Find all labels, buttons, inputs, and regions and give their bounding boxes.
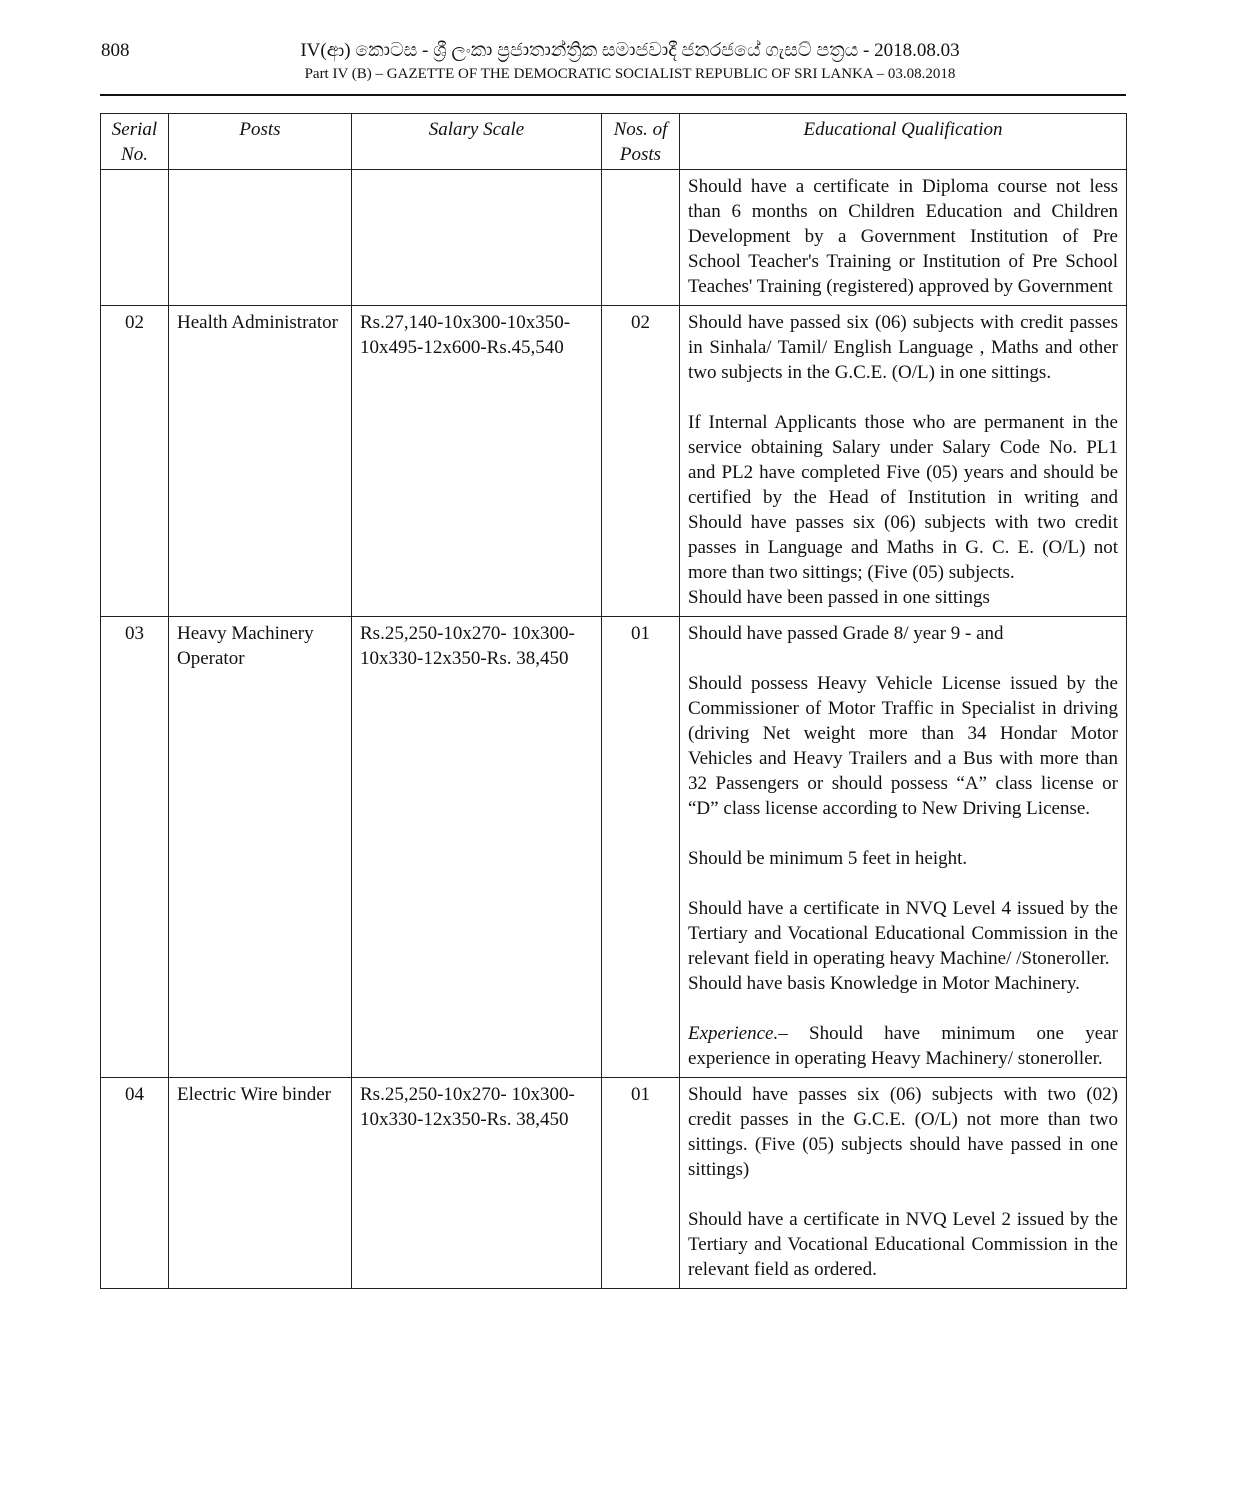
serial-cell: 02 — [101, 306, 169, 617]
qualification-paragraph: Should have a certificate in Diploma course not less than 6 months on Children Education and Children Development by a Government Institution of Pre School Teacher's Training or Institution of Pre School Teaches' Training (registered) approved by Government — [688, 176, 1118, 297]
header-nos-of-posts: Nos. of Posts — [602, 114, 680, 170]
header-posts: Posts — [169, 114, 352, 170]
qualification-cell — [680, 170, 1127, 306]
header-educational-qualification: Educational Qualification — [680, 114, 1127, 170]
salary-cell: Rs.25,250-10x270- 10x300-10x330-12x350-Rs. 38,450 — [352, 1078, 602, 1289]
qualification-paragraph: Should have a certificate in NVQ Level 4 issued by the Tertiary and Vocational Educational Commission in the relevant field in operating heavy Machine/ /Stoneroller. — [688, 898, 1118, 969]
header-divider — [100, 94, 1126, 96]
salary-cell — [352, 170, 602, 306]
page-number: 808 — [101, 40, 130, 61]
serial-cell: 04 — [101, 1078, 169, 1289]
qualification-cell — [680, 306, 1127, 617]
qualification-cell — [680, 617, 1127, 1078]
qualification-paragraph: Should be minimum 5 feet in height. — [688, 848, 968, 869]
header-serial-no: Serial No. — [101, 114, 169, 170]
qualification-paragraph: Should have passed six (06) subjects with credit passes in Sinhala/ Tamil/ English Language , Maths and other two subjects in the G.C.E. (O/L) in one sittings. — [688, 312, 1118, 383]
post-cell — [169, 170, 352, 306]
table-row — [101, 617, 1127, 1078]
qualification-cell — [680, 1078, 1127, 1289]
count-cell: 02 — [602, 306, 680, 617]
qualification-paragraph: Should have a certificate in NVQ Level 2 issued by the Tertiary and Vocational Educational Commission in the relevant field as ordered. — [688, 1209, 1118, 1280]
count-cell: 01 — [602, 617, 680, 1078]
serial-cell — [101, 170, 169, 306]
table-row — [101, 170, 1127, 306]
header-salary-scale: Salary Scale — [352, 114, 602, 170]
gazette-header-english: Part IV (B) – GAZETTE OF THE DEMOCRATIC SOCIALIST REPUBLIC OF SRI LANKA – 03.08.2018 — [304, 66, 956, 82]
experience-text: – Should have minimum one year experience in operating Heavy Machinery/ stoneroller. — [688, 1023, 1118, 1069]
qualification-paragraph: Should have been passed in one sittings — [688, 587, 990, 608]
qualification-paragraph: Should have basis Knowledge in Motor Machinery. — [688, 973, 1080, 994]
table-row — [101, 1078, 1127, 1289]
qualification-paragraph: If Internal Applicants those who are permanent in the service obtaining Salary under Salary Code No. PL1 and PL2 have completed Five (05) years and should be certified by the Head of Institution in writing and Should have passes six (06) subjects with two credit passes in Language and Maths in G. C. E. (O/L) not more than two sittings; (Five (05) subjects. — [688, 412, 1118, 583]
serial-cell: 03 — [101, 617, 169, 1078]
experience-label: Experience. — [688, 1023, 779, 1044]
qualification-paragraph: Should have passes six (06) subjects with two (02) credit passes in the G.C.E. (O/L) not more than two sittings. (Five (05) subjects should have passed in one sittings) — [688, 1084, 1118, 1180]
salary-cell: Rs.25,250-10x270- 10x300-10x330-12x350-Rs. 38,450 — [352, 617, 602, 1078]
table-row — [101, 306, 1127, 617]
post-cell: Health Administrator — [169, 306, 352, 617]
qualification-paragraph: Should have passed Grade 8/ year 9 - and — [688, 623, 1004, 644]
count-cell: 01 — [602, 1078, 680, 1289]
qualification-paragraph: Should possess Heavy Vehicle License issued by the Commissioner of Motor Traffic in Specialist in driving (driving Net weight more than 34 Hondar Motor Vehicles and Heavy Trailers and a Bus with more than 32 Passengers or should possess “A” class license or “D” class license according to New Driving License. — [688, 673, 1118, 819]
post-cell: Electric Wire binder — [169, 1078, 352, 1289]
posts-table — [100, 113, 1127, 1289]
experience-paragraph — [688, 1021, 1118, 1071]
post-cell: Heavy Machinery Operator — [169, 617, 352, 1078]
count-cell — [602, 170, 680, 306]
table-header-row — [101, 114, 1127, 170]
gazette-header-sinhala: IV(ආ) කොටස - ශ්‍රී ලංකා ප්‍රජාතාන්ත්‍රික සමාජවාදී ජනරජයේ ගැසට් පත්‍රය - 2018.08.03 — [300, 40, 960, 61]
salary-cell: Rs.27,140-10x300-10x350-10x495-12x600-Rs.45,540 — [352, 306, 602, 617]
